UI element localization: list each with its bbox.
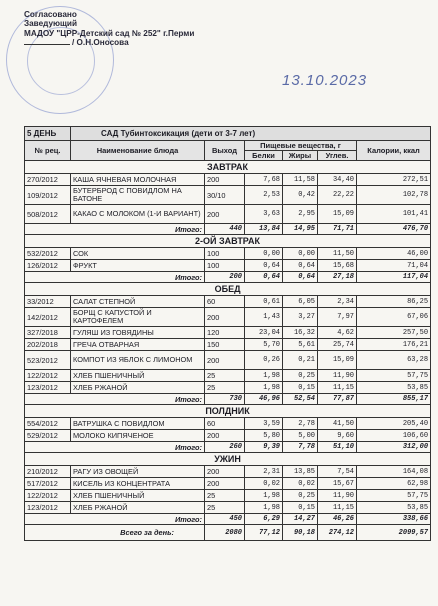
header-carbs: Углев. bbox=[318, 151, 357, 161]
section-header bbox=[25, 283, 431, 296]
carbs-value: 2,34 bbox=[318, 296, 357, 308]
total-label: Итого: bbox=[25, 514, 205, 525]
calories-value: 176,21 bbox=[357, 339, 431, 351]
fat-value: 5,61 bbox=[283, 339, 318, 351]
calories-value: 46,00 bbox=[357, 248, 431, 260]
fat-value: 5,00 bbox=[283, 430, 318, 442]
table-row bbox=[25, 296, 431, 308]
fat-value: 6,05 bbox=[283, 296, 318, 308]
dish-output: 200 bbox=[205, 308, 245, 327]
protein-value: 0,02 bbox=[245, 478, 283, 490]
carbs-value: 11,15 bbox=[318, 502, 357, 514]
dish-name: ХЛЕБ ПШЕНИЧНЫЙ bbox=[71, 490, 205, 502]
table-row bbox=[25, 382, 431, 394]
table-row bbox=[25, 430, 431, 442]
header-nutrients: Пищевые вещества, г bbox=[245, 141, 357, 151]
table-row bbox=[25, 370, 431, 382]
menu-table bbox=[24, 126, 431, 541]
dish-name: САЛАТ СТЕПНОЙ bbox=[71, 296, 205, 308]
section-title: УЖИН bbox=[25, 453, 431, 466]
dish-name: ФРУКТ bbox=[71, 260, 205, 272]
recipe-number: 270/2012 bbox=[25, 174, 71, 186]
dish-output: 200 bbox=[205, 478, 245, 490]
protein-value: 5,80 bbox=[245, 430, 283, 442]
approval-signature-line bbox=[24, 38, 194, 47]
dish-output: 25 bbox=[205, 490, 245, 502]
total-label: Итого: bbox=[25, 224, 205, 235]
dish-name: КИСЕЛЬ ИЗ КОНЦЕНТРАТА bbox=[71, 478, 205, 490]
carbs-value: 11,15 bbox=[318, 382, 357, 394]
protein-value: 0,00 bbox=[245, 248, 283, 260]
table-row bbox=[25, 466, 431, 478]
recipe-number: 142/2012 bbox=[25, 308, 71, 327]
recipe-number: 122/2012 bbox=[25, 370, 71, 382]
protein-value: 3,59 bbox=[245, 418, 283, 430]
header-dish: Наименование блюда bbox=[71, 141, 205, 161]
carbs-value: 22,22 bbox=[318, 186, 357, 205]
fat-value: 16,32 bbox=[283, 327, 318, 339]
dish-output: 25 bbox=[205, 382, 245, 394]
dish-name: СОК bbox=[71, 248, 205, 260]
recipe-number: 532/2012 bbox=[25, 248, 71, 260]
table-row bbox=[25, 308, 431, 327]
fat-value: 2,78 bbox=[283, 418, 318, 430]
protein-value: 1,98 bbox=[245, 490, 283, 502]
dish-name: РАГУ ИЗ ОВОЩЕЙ bbox=[71, 466, 205, 478]
carbs-value: 7,54 bbox=[318, 466, 357, 478]
fat-value: 3,27 bbox=[283, 308, 318, 327]
table-row bbox=[25, 260, 431, 272]
dish-name: КАША ЯЧНЕВАЯ МОЛОЧНАЯ bbox=[71, 174, 205, 186]
total-output: 440 bbox=[205, 224, 245, 235]
section-title: ПОЛДНИК bbox=[25, 405, 431, 418]
protein-value: 2,31 bbox=[245, 466, 283, 478]
dish-output: 25 bbox=[205, 502, 245, 514]
table-row bbox=[25, 351, 431, 370]
recipe-number: 126/2012 bbox=[25, 260, 71, 272]
section-header bbox=[25, 453, 431, 466]
protein-value: 1,98 bbox=[245, 370, 283, 382]
section-title: 2-ОЙ ЗАВТРАК bbox=[25, 235, 431, 248]
carbs-value: 9,60 bbox=[318, 430, 357, 442]
total-carbs: 71,71 bbox=[318, 224, 357, 235]
grand-total-fat: 90,18 bbox=[283, 525, 318, 541]
section-total-row bbox=[25, 272, 431, 283]
fat-value: 0,64 bbox=[283, 260, 318, 272]
table-row bbox=[25, 248, 431, 260]
approval-line-2: Заведующий bbox=[24, 19, 77, 29]
fat-value: 0,25 bbox=[283, 370, 318, 382]
grand-total-calories: 2099,57 bbox=[357, 525, 431, 541]
total-protein: 6,29 bbox=[245, 514, 283, 525]
carbs-value: 7,97 bbox=[318, 308, 357, 327]
carbs-value: 15,68 bbox=[318, 260, 357, 272]
section-title: ОБЕД bbox=[25, 283, 431, 296]
carbs-value: 34,40 bbox=[318, 174, 357, 186]
total-carbs: 27,18 bbox=[318, 272, 357, 283]
dish-output: 120 bbox=[205, 327, 245, 339]
table-row bbox=[25, 502, 431, 514]
protein-value: 0,61 bbox=[245, 296, 283, 308]
recipe-number: 327/2018 bbox=[25, 327, 71, 339]
total-carbs: 77,87 bbox=[318, 394, 357, 405]
recipe-number: 517/2012 bbox=[25, 478, 71, 490]
dish-output: 200 bbox=[205, 351, 245, 370]
calories-value: 86,25 bbox=[357, 296, 431, 308]
header-row bbox=[25, 141, 431, 151]
recipe-number: 508/2012 bbox=[25, 205, 71, 224]
total-fat: 14,95 bbox=[283, 224, 318, 235]
fat-value: 0,25 bbox=[283, 490, 318, 502]
total-label: Итого: bbox=[25, 394, 205, 405]
calories-value: 205,40 bbox=[357, 418, 431, 430]
total-calories: 338,66 bbox=[357, 514, 431, 525]
dish-output: 200 bbox=[205, 466, 245, 478]
total-output: 260 bbox=[205, 442, 245, 453]
approval-block bbox=[24, 10, 194, 48]
dish-output: 60 bbox=[205, 418, 245, 430]
menu-title-row bbox=[25, 127, 431, 141]
table-row bbox=[25, 339, 431, 351]
dish-name: МОЛОКО КИПЯЧЕНОЕ bbox=[71, 430, 205, 442]
total-carbs: 51,10 bbox=[318, 442, 357, 453]
recipe-number: 554/2012 bbox=[25, 418, 71, 430]
protein-value: 0,26 bbox=[245, 351, 283, 370]
carbs-value: 11,90 bbox=[318, 490, 357, 502]
protein-value: 3,63 bbox=[245, 205, 283, 224]
recipe-number: 210/2012 bbox=[25, 466, 71, 478]
fat-value: 0,02 bbox=[283, 478, 318, 490]
dish-name: КОМПОТ ИЗ ЯБЛОК С ЛИМОНОМ bbox=[71, 351, 205, 370]
total-output: 450 bbox=[205, 514, 245, 525]
approval-line-3: МАДОУ "ЦРР-Детский сад № 252" г.Перми bbox=[24, 28, 195, 38]
dish-name: ХЛЕБ РЖАНОЙ bbox=[71, 382, 205, 394]
total-protein: 9,39 bbox=[245, 442, 283, 453]
total-output: 200 bbox=[205, 272, 245, 283]
dish-output: 200 bbox=[205, 430, 245, 442]
dish-output: 30/10 bbox=[205, 186, 245, 205]
fat-value: 2,95 bbox=[283, 205, 318, 224]
total-label: Итого: bbox=[25, 272, 205, 283]
dish-output: 100 bbox=[205, 260, 245, 272]
total-fat: 52,54 bbox=[283, 394, 318, 405]
grand-total-protein: 77,12 bbox=[245, 525, 283, 541]
total-fat: 14,27 bbox=[283, 514, 318, 525]
calories-value: 57,75 bbox=[357, 490, 431, 502]
total-protein: 13,84 bbox=[245, 224, 283, 235]
approval-signer: / О.Н.Оносова bbox=[72, 38, 129, 48]
protein-value: 5,70 bbox=[245, 339, 283, 351]
grand-total-label: Всего за день: bbox=[25, 525, 205, 541]
fat-value: 0,15 bbox=[283, 382, 318, 394]
recipe-number: 523/2012 bbox=[25, 351, 71, 370]
table-row bbox=[25, 327, 431, 339]
header-protein: Белки bbox=[245, 151, 283, 161]
section-total-row bbox=[25, 514, 431, 525]
table-row bbox=[25, 186, 431, 205]
total-output: 730 bbox=[205, 394, 245, 405]
calories-value: 272,51 bbox=[357, 174, 431, 186]
grand-total-carbs: 274,12 bbox=[318, 525, 357, 541]
calories-value: 102,78 bbox=[357, 186, 431, 205]
calories-value: 63,28 bbox=[357, 351, 431, 370]
total-calories: 312,00 bbox=[357, 442, 431, 453]
total-protein: 46,96 bbox=[245, 394, 283, 405]
dish-name: ГРЕЧА ОТВАРНАЯ bbox=[71, 339, 205, 351]
table-row bbox=[25, 174, 431, 186]
protein-value: 1,98 bbox=[245, 502, 283, 514]
section-header bbox=[25, 161, 431, 174]
fat-value: 13,85 bbox=[283, 466, 318, 478]
table-row bbox=[25, 478, 431, 490]
dish-output: 150 bbox=[205, 339, 245, 351]
total-protein: 0,64 bbox=[245, 272, 283, 283]
signature-underline bbox=[24, 44, 70, 45]
total-calories: 117,04 bbox=[357, 272, 431, 283]
calories-value: 57,75 bbox=[357, 370, 431, 382]
calories-value: 53,85 bbox=[357, 382, 431, 394]
protein-value: 1,43 bbox=[245, 308, 283, 327]
dish-name: БОРЩ С КАПУСТОЙ И КАРТОФЕЛЕМ bbox=[71, 308, 205, 327]
carbs-value: 15,67 bbox=[318, 478, 357, 490]
header-recipe: № рец. bbox=[25, 141, 71, 161]
calories-value: 67,06 bbox=[357, 308, 431, 327]
fat-value: 11,58 bbox=[283, 174, 318, 186]
fat-value: 0,42 bbox=[283, 186, 318, 205]
grand-total-output: 2080 bbox=[205, 525, 245, 541]
section-header bbox=[25, 405, 431, 418]
recipe-number: 529/2012 bbox=[25, 430, 71, 442]
calories-value: 164,08 bbox=[357, 466, 431, 478]
recipe-number: 202/2018 bbox=[25, 339, 71, 351]
carbs-value: 11,90 bbox=[318, 370, 357, 382]
recipe-number: 33/2012 bbox=[25, 296, 71, 308]
grand-total-row bbox=[25, 525, 431, 541]
recipe-number: 122/2012 bbox=[25, 490, 71, 502]
calories-value: 62,98 bbox=[357, 478, 431, 490]
protein-value: 23,04 bbox=[245, 327, 283, 339]
total-calories: 476,70 bbox=[357, 224, 431, 235]
section-title: ЗАВТРАК bbox=[25, 161, 431, 174]
calories-value: 106,60 bbox=[357, 430, 431, 442]
recipe-number: 109/2012 bbox=[25, 186, 71, 205]
carbs-value: 15,09 bbox=[318, 205, 357, 224]
dish-name: ХЛЕБ ПШЕНИЧНЫЙ bbox=[71, 370, 205, 382]
protein-value: 2,53 bbox=[245, 186, 283, 205]
dish-output: 200 bbox=[205, 205, 245, 224]
menu-title: САД Тубинтоксикация (дети от 3-7 лет) bbox=[71, 127, 431, 141]
dish-name: БУТЕРБРОД С ПОВИДЛОМ НА БАТОНЕ bbox=[71, 186, 205, 205]
calories-value: 71,04 bbox=[357, 260, 431, 272]
recipe-number: 123/2012 bbox=[25, 382, 71, 394]
carbs-value: 15,09 bbox=[318, 351, 357, 370]
fat-value: 0,21 bbox=[283, 351, 318, 370]
day-label: 5 ДЕНЬ bbox=[25, 127, 71, 141]
calories-value: 101,41 bbox=[357, 205, 431, 224]
section-total-row bbox=[25, 442, 431, 453]
section-total-row bbox=[25, 394, 431, 405]
carbs-value: 41,50 bbox=[318, 418, 357, 430]
section-header bbox=[25, 235, 431, 248]
dish-output: 200 bbox=[205, 174, 245, 186]
header-output: Выход bbox=[205, 141, 245, 161]
fat-value: 0,00 bbox=[283, 248, 318, 260]
carbs-value: 11,50 bbox=[318, 248, 357, 260]
protein-value: 0,64 bbox=[245, 260, 283, 272]
dish-output: 100 bbox=[205, 248, 245, 260]
dish-output: 25 bbox=[205, 370, 245, 382]
calories-value: 257,50 bbox=[357, 327, 431, 339]
menu-body bbox=[25, 161, 431, 541]
approval-line-1: Согласовано bbox=[24, 10, 77, 19]
total-calories: 855,17 bbox=[357, 394, 431, 405]
fat-value: 0,15 bbox=[283, 502, 318, 514]
recipe-number: 123/2012 bbox=[25, 502, 71, 514]
protein-value: 7,68 bbox=[245, 174, 283, 186]
calories-value: 53,85 bbox=[357, 502, 431, 514]
handwritten-date: 13.10.2023 bbox=[282, 72, 368, 89]
dish-name: ХЛЕБ РЖАНОЙ bbox=[71, 502, 205, 514]
carbs-value: 4,62 bbox=[318, 327, 357, 339]
dish-name: КАКАО С МОЛОКОМ (1-И ВАРИАНТ) bbox=[71, 205, 205, 224]
header-calories: Калории, ккал bbox=[357, 141, 431, 161]
dish-output: 60 bbox=[205, 296, 245, 308]
table-row bbox=[25, 418, 431, 430]
total-carbs: 46,26 bbox=[318, 514, 357, 525]
header-fat: Жиры bbox=[283, 151, 318, 161]
total-fat: 0,64 bbox=[283, 272, 318, 283]
section-total-row bbox=[25, 224, 431, 235]
dish-name: ГУЛЯШ ИЗ ГОВЯДИНЫ bbox=[71, 327, 205, 339]
table-row bbox=[25, 490, 431, 502]
carbs-value: 25,74 bbox=[318, 339, 357, 351]
total-label: Итого: bbox=[25, 442, 205, 453]
table-row bbox=[25, 205, 431, 224]
protein-value: 1,98 bbox=[245, 382, 283, 394]
dish-name: ВАТРУШКА С ПОВИДЛОМ bbox=[71, 418, 205, 430]
total-fat: 7,78 bbox=[283, 442, 318, 453]
